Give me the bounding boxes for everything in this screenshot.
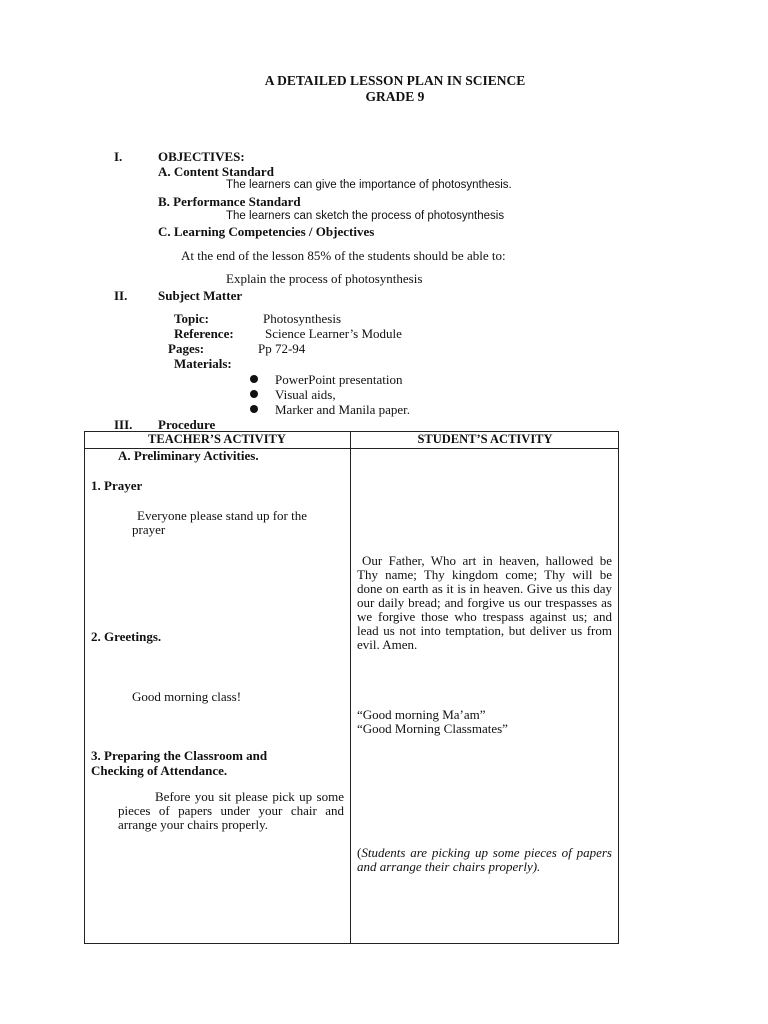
materials-label: Materials: (174, 356, 232, 371)
preparing-heading-line1: 3. Preparing the Classroom and (91, 748, 268, 763)
topic-label: Topic: (174, 311, 209, 326)
material-item: PowerPoint presentation (275, 372, 403, 387)
bullet-icon (250, 375, 258, 383)
pages-label: Pages: (168, 341, 205, 356)
subject-matter-heading: Subject Matter (158, 288, 243, 303)
content-standard-heading: A. Content Standard (158, 164, 274, 179)
reference-value: Science Learner’s Module (265, 326, 402, 341)
greeting-response-2: “Good Morning Classmates” (357, 721, 508, 736)
subject-matter-numeral: II. (114, 288, 128, 303)
topic-value: Photosynthesis (263, 311, 342, 326)
material-item: Marker and Manila paper. (275, 402, 411, 417)
greetings-text: Good morning class! (132, 689, 242, 704)
preliminary-activities-heading: A. Preliminary Activities. (118, 448, 259, 463)
student-action-note (357, 846, 612, 874)
objectives-numeral: I. (114, 149, 123, 164)
performance-standard-text: The learners can sketch the process of photosynthesis (226, 210, 505, 222)
preparing-heading-line2: Checking of Attendance. (91, 763, 228, 778)
student-activity-header: STUDENT’S ACTIVITY (417, 432, 553, 446)
reference-label: Reference: (174, 326, 234, 341)
competencies-intro: At the end of the lesson 85% of the students should be able to: (181, 248, 506, 263)
prayer-instruction: Everyone please stand up for the prayer (132, 508, 308, 537)
teacher-activity-header: TEACHER’S ACTIVITY (148, 432, 286, 446)
greeting-response-1: “Good morning Ma’am” (357, 707, 486, 722)
pages-value: Pp 72-94 (258, 341, 306, 356)
student-action-open-paren: ( (357, 845, 362, 860)
performance-standard-heading: B. Performance Standard (158, 194, 301, 209)
prayer-response: Our Father, Who art in heaven, hallowed be Thy name; Thy kingdom come; Thy will be done on earth as it is in heaven. Give us this day our daily bread; and forgive us our trespasses as we forgive those who trespass against us; and lead us not into temptation, but deliver us from evil. Amen. (357, 553, 612, 652)
material-item: Visual aids, (275, 387, 336, 402)
table-column-divider (350, 431, 351, 944)
preparing-instruction: Before you sit please pick up some pieces of papers under your chair and arrange your chairs properly. (118, 789, 344, 832)
content-standard-text: The learners can give the importance of photosynthesis. (226, 179, 512, 191)
greetings-heading: 2. Greetings. (91, 629, 162, 644)
bullet-icon (250, 390, 258, 398)
procedure-heading: Procedure (158, 417, 216, 432)
document-subtitle: GRADE 9 (365, 89, 425, 104)
student-action-text: Students are picking up some pieces of papers and arrange their chairs properly). (357, 845, 612, 874)
prayer-heading: 1. Prayer (91, 478, 143, 493)
document-title: A DETAILED LESSON PLAN IN SCIENCE (264, 73, 526, 88)
objectives-heading: OBJECTIVES: (158, 149, 245, 164)
competencies-item: Explain the process of photosynthesis (226, 271, 423, 286)
bullet-icon (250, 405, 258, 413)
procedure-numeral: III. (114, 417, 133, 432)
competencies-heading: C. Learning Competencies / Objectives (158, 224, 375, 239)
